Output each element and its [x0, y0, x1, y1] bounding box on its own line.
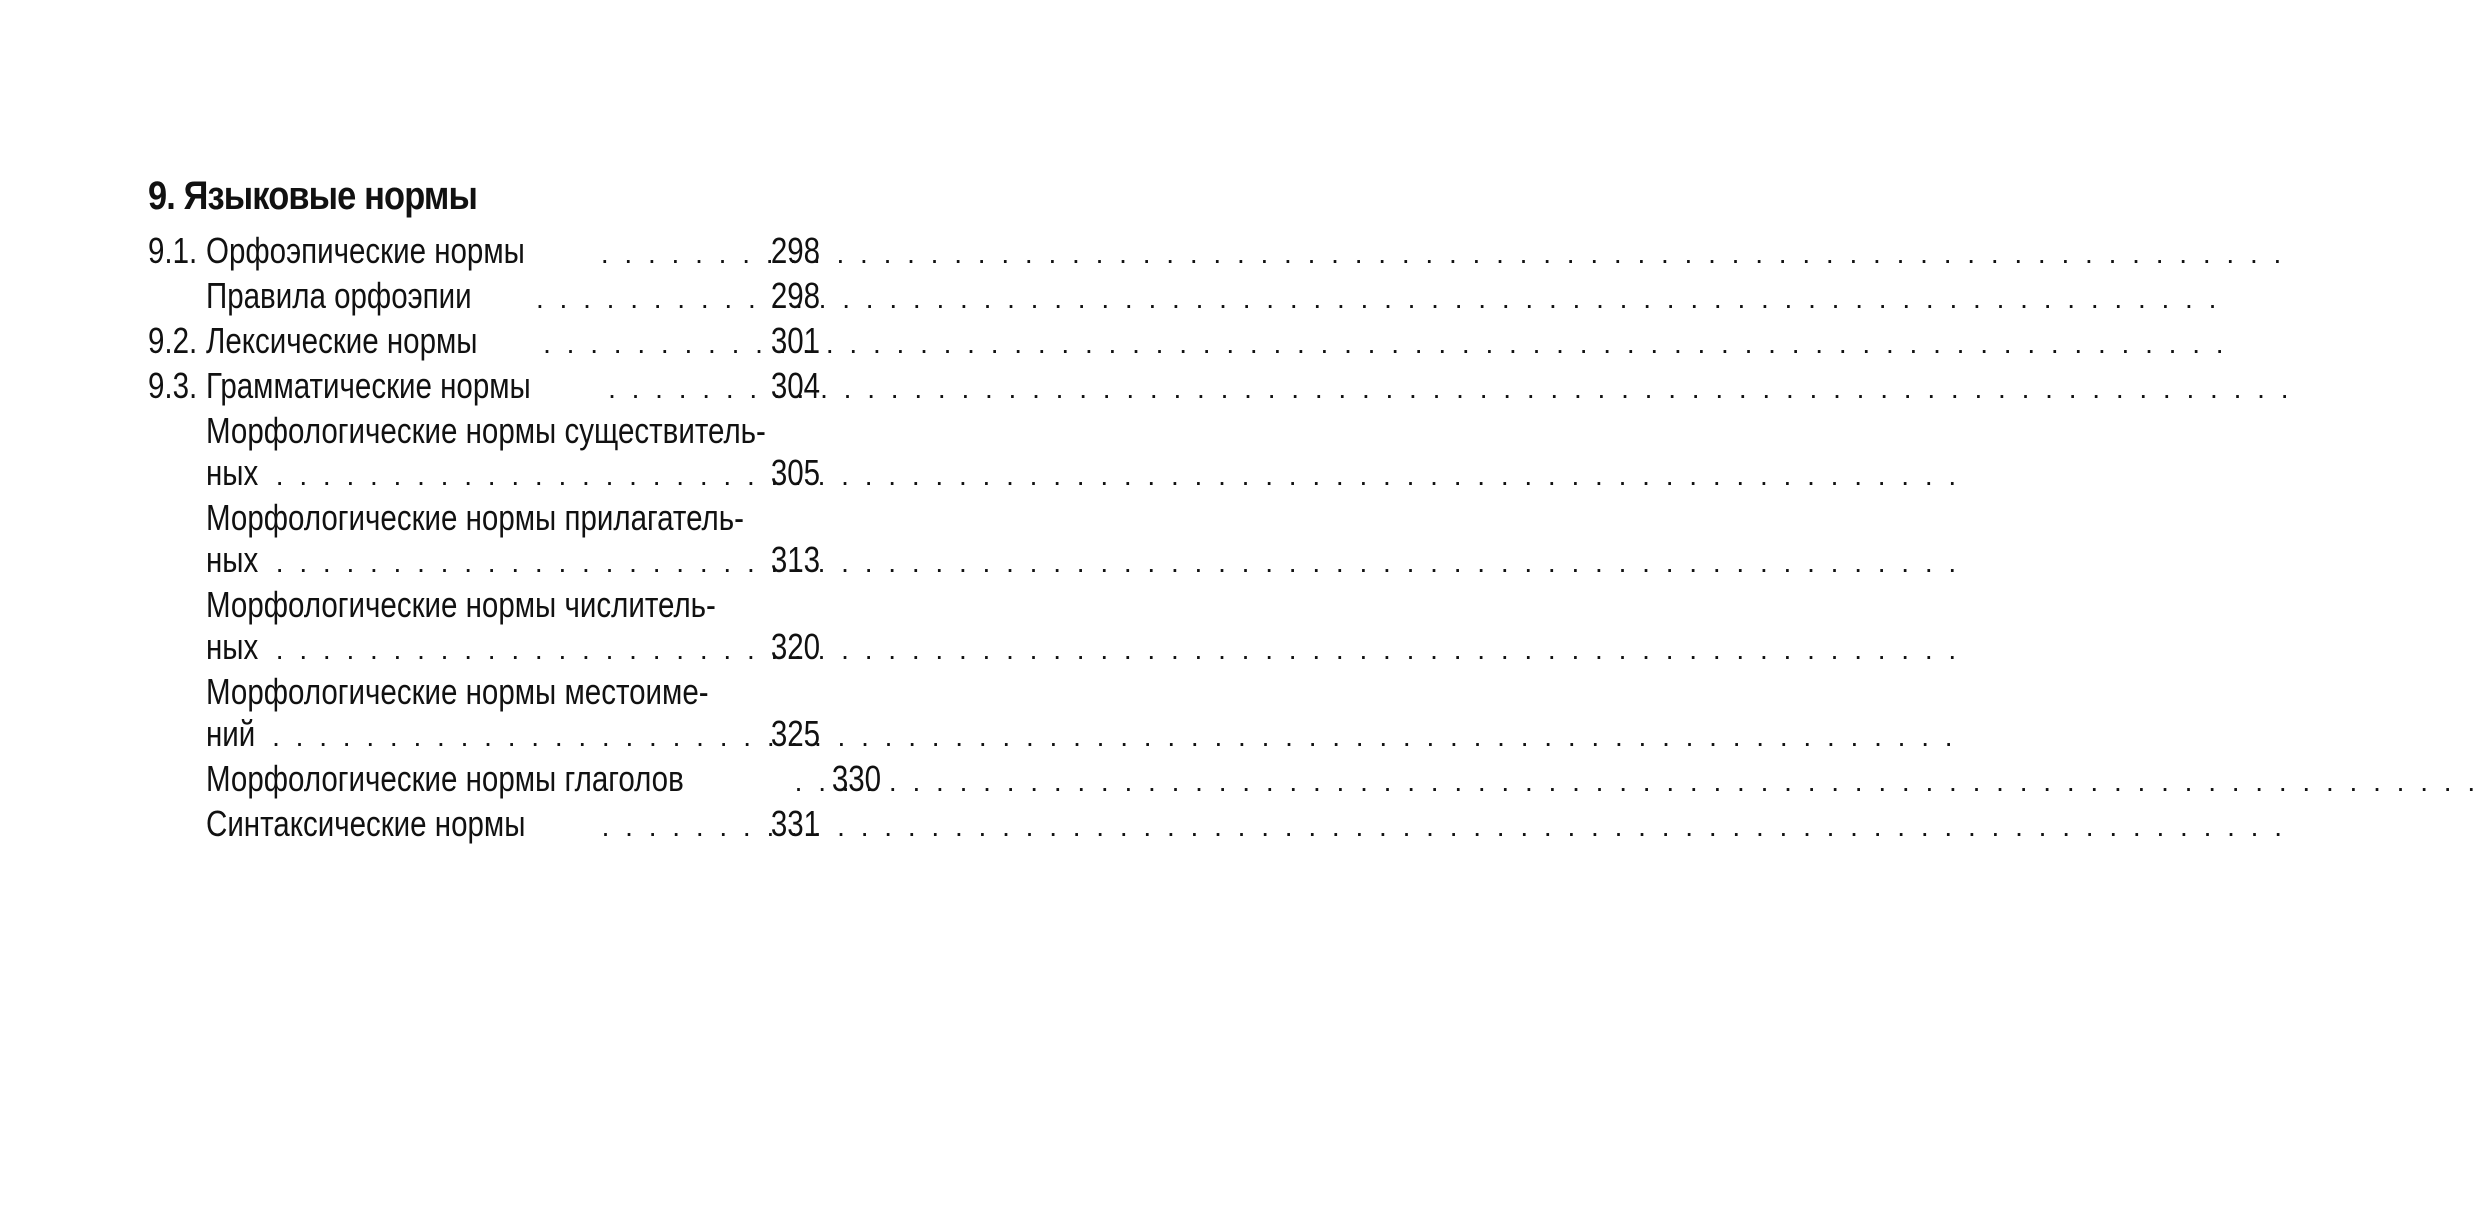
section-number: 9.3.: [148, 365, 198, 406]
toc-entry: [148, 497, 820, 584]
dot-leader: [276, 455, 754, 497]
toc-entry: [148, 365, 820, 410]
page-number: 331: [770, 803, 820, 844]
section-title-line2: ных: [206, 626, 259, 667]
toc-entry: [148, 320, 820, 365]
dot-leader: [601, 233, 754, 275]
toc-entry: [148, 803, 820, 848]
table-of-contents-page: [148, 168, 881, 848]
page-number: 298: [770, 275, 820, 316]
section-title-line2: ных: [206, 452, 259, 493]
section-title: Лексические нормы: [206, 320, 478, 361]
dot-leader: [276, 542, 754, 584]
page-number: 320: [770, 626, 820, 667]
toc-entry: [148, 230, 820, 275]
section-title-line2: ных: [206, 539, 259, 580]
section-number: 9.1.: [148, 230, 198, 271]
dot-leader: [608, 368, 754, 410]
chapter-title: 9. Языковые нормы: [148, 174, 478, 218]
section-title: Морфологические нормы глаголов: [206, 758, 684, 799]
section-title: Орфоэпические нормы: [206, 230, 525, 271]
toc-list: [148, 230, 881, 848]
toc-entry: [148, 758, 881, 803]
toc-entry: [148, 275, 820, 320]
section-title-line2: ний: [206, 713, 256, 754]
page-number: 313: [770, 539, 820, 580]
page-number: 304: [770, 365, 820, 406]
page-number: 325: [770, 713, 820, 754]
section-title-line1: Морфологические нормы числитель-: [206, 584, 716, 625]
section-title-line1: Морфологические нормы местоиме-: [206, 671, 709, 712]
toc-entry: [148, 671, 820, 758]
dot-leader: [543, 323, 754, 365]
page-number: 305: [770, 452, 820, 493]
toc-entry: [148, 584, 820, 671]
section-number: 9.2.: [148, 320, 198, 361]
page-number: 301: [770, 320, 820, 361]
dot-leader: [536, 278, 754, 320]
dot-leader: [272, 716, 754, 758]
toc-entry: [148, 410, 820, 497]
section-title-line1: Морфологические нормы прилагатель-: [206, 497, 744, 538]
section-title: Синтаксические нормы: [206, 803, 526, 844]
dot-leader: [276, 629, 754, 671]
section-title-line1: Морфологические нормы существитель-: [206, 410, 766, 451]
dot-leader: [795, 761, 815, 803]
page-number: 330: [831, 758, 881, 799]
page-number: 298: [770, 230, 820, 271]
section-title: Правила орфоэпии: [206, 275, 472, 316]
section-title: Грамматические нормы: [206, 365, 531, 406]
dot-leader: [602, 806, 754, 848]
